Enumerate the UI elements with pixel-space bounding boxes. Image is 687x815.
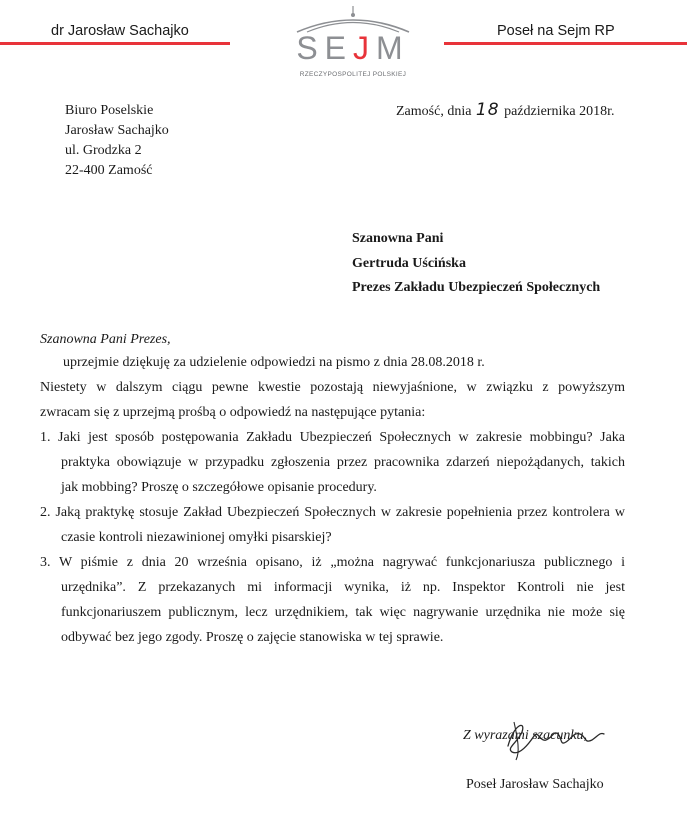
question-2-line-2: czasie kontroli niezawinionej omyłki pisarskiej? [61, 530, 332, 545]
question-2-line-1: 2. Jaką praktykę stosuje Zakład Ubezpieczeń Społecznych w zakresie popełnienia przez kontrolera w [40, 505, 625, 520]
header-left-bar [0, 21, 230, 45]
date-day-handwritten: 18 [475, 100, 500, 120]
question-3-line-4: odbywać bez jego zgody. Proszę o zajęcie stanowiska w tej sprawie. [61, 630, 444, 645]
sender-city: 22-400 Zamość [65, 163, 153, 178]
question-3-line-1: 3. W piśmie z dnia 20 września opisano, iż „można nagrywać funkcjonariusza publicznego i [40, 555, 625, 570]
salutation: Szanowna Pani Prezes, [40, 332, 171, 347]
question-3-line-3: funkcjonariuszem publicznym, lecz urzędnikiem, tak więc nagrywanie urzędnika nie może się [61, 605, 625, 620]
header-right-bar [444, 21, 687, 45]
sender-street: ul. Grodzka 2 [65, 143, 142, 158]
closing-regards: Z wyrazami szacunku, [463, 728, 588, 743]
header-left-title: dr Jarosław Sachajko [51, 23, 189, 39]
sejm-logo [279, 4, 427, 84]
recipient-name: Gertruda Uścińska [352, 256, 466, 271]
intro-line-1: Niestety w dalszym ciągu pewne kwestie pozostają niewyjaśnione, w związku z powyższym [40, 380, 625, 395]
question-1-line-3: jak mobbing? Proszę o szczegółowe opisanie procedury. [61, 480, 377, 495]
date-prefix: Zamość, dnia [396, 104, 472, 119]
logo-subtitle: RZECZYPOSPOLITEJ POLSKIEJ [299, 71, 407, 78]
thanks-paragraph: uprzejmie dziękuję za udzielenie odpowiedzi na pismo z dnia 28.08.2018 r. [63, 355, 485, 370]
recipient-greeting: Szanowna Pani [352, 231, 444, 246]
question-3-line-2: urzędnika”. Z przekazanych mi informacji wynika, iż np. Inspektor Kontroli nie jest [61, 580, 625, 595]
date-line [396, 101, 614, 121]
date-suffix: października 2018r. [504, 104, 615, 119]
question-1-line-2: praktyka obowiązuje w przypadku zgłoszenia przez pracownika zdarzeń niepożądanych, takich [61, 455, 625, 470]
sender-office: Biuro Poselskie [65, 103, 154, 118]
logo-wordmark: SEJM [296, 30, 410, 66]
signatory-name: Poseł Jarosław Sachajko [466, 777, 604, 792]
header-right-title: Poseł na Sejm RP [497, 23, 615, 39]
recipient-title: Prezes Zakładu Ubezpieczeń Społecznych [352, 280, 601, 295]
signature-scribble-icon [500, 712, 610, 762]
handwritten-signature [500, 712, 610, 762]
intro-line-2: zwracam się z uprzejmą prośbą o odpowiedź na następujące pytania: [40, 405, 426, 420]
question-1-line-1: 1. Jaki jest sposób postępowania Zakładu Ubezpieczeń Społecznych w zakresie mobbingu? Jaka [40, 430, 625, 445]
sender-name: Jarosław Sachajko [65, 123, 169, 138]
